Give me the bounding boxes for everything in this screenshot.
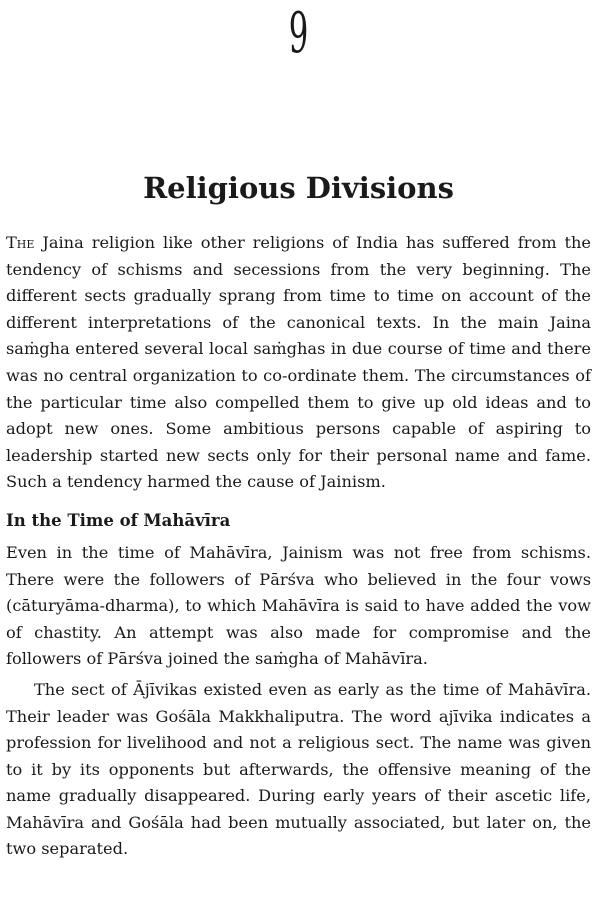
chapter-title: Religious Divisions <box>143 171 454 205</box>
section-heading: In the Time of Mahāvīra <box>6 510 231 530</box>
intro-text: Jaina religion like other religions of India has suffered from the tendency of schisms and secessions from the very beginning. The different sects gradually sprang from time to time on account of the different interpretations of the canonical texts. In the main Jaina saṁgha entered several local saṁghas in due course of time and there was no central organization to co-ordinate them. The circumstances of the particular time also compelled them to give up old ideas and to adopt new ones. Some ambitious persons capable of aspiring to leadership started new sects only for their personal name and fame. Such a tendency harmed the cause of Jainism. <box>6 233 591 492</box>
section-paragraph-1: Even in the time of Mahāvīra, Jainism was not free from schisms. There were the followers of Pārśva who believed in the four vows (cāturyāma-dharma), to which Mahāvīra is said to have added the vow of chastity. An attempt was also made for compromise and the followers of Pārśva joined the saṁgha of Mahāvīra. <box>6 542 591 669</box>
intro-paragraph <box>6 230 591 496</box>
intro-lead-word: The <box>6 233 35 252</box>
chapter-number: 9 <box>288 1 309 66</box>
section-paragraph-2: The sect of Ājīvikas existed even as early as the time of Mahāvīra. Their leader was Gośāla Makkhaliputra. The word ajīvika indicates a profession for livelihood and not a religious sect. The name was given to it by its opponents but afterwards, the offensive meaning of the name gradually disappeared. During early years of their ascetic life, Mahāvīra and Gośāla had been mutually associated, but later on, the two separated. <box>6 679 591 859</box>
